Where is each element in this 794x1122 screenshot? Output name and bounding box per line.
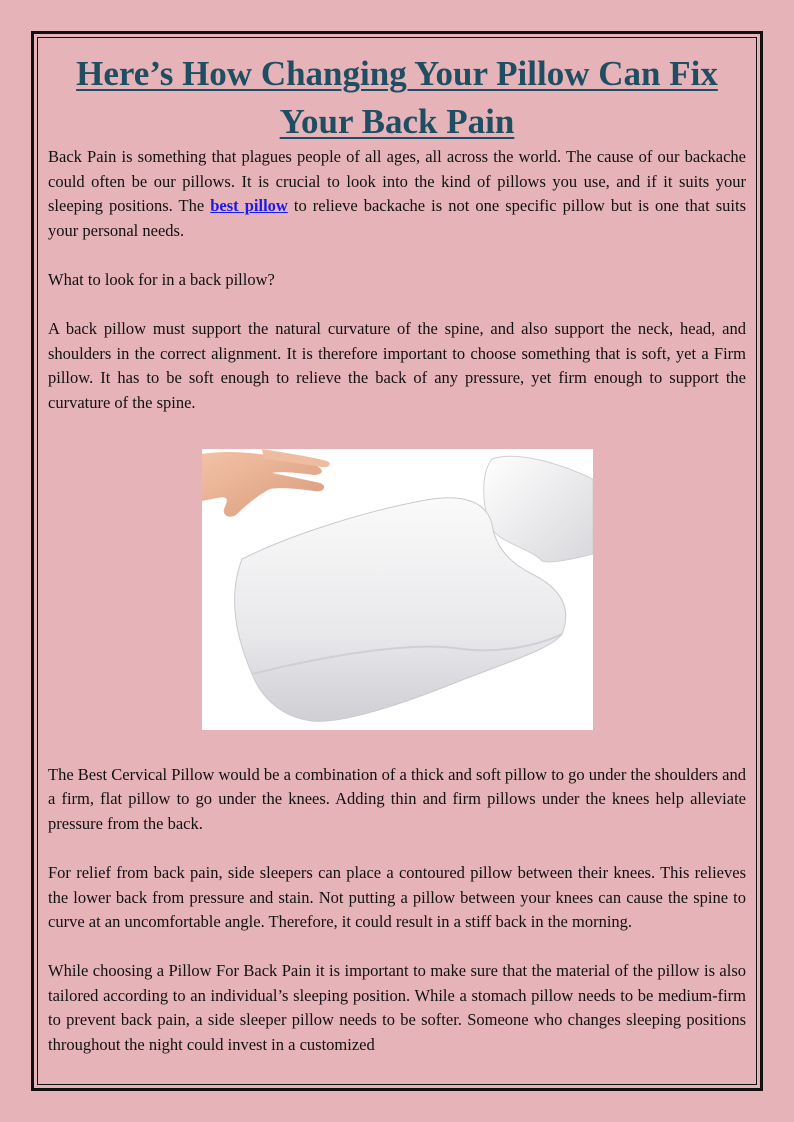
intro-text-after: to relieve backache is not one specific pillow but is one that suits your personal needs. xyxy=(48,196,747,240)
cervical-paragraph: The Best Cervical Pillow would be a combination of a thick and soft pillow to go under the shoulders and a firm, flat pillow to go under the knees. Adding thin and firm pillows under the knees help alleviate pressure from the back. xyxy=(48,764,746,833)
article xyxy=(48,50,746,1058)
side-sleepers-paragraph: For relief from back pain, side sleepers can place a contoured pillow between their knees. This relieves the lower back from pressure and stain. Not putting a pillow between your knees can cause the spine to curve at an uncomfortable angle. Therefore, it could result in a stiff back in the morning. xyxy=(48,862,746,932)
material-paragraph: While choosing a Pillow For Back Pain it is important to make sure that the material of the pillow is also tailored according to an individual’s sleeping position. While a stomach pillow needs to be medium-firm to prevent back pain, a side sleeper pillow needs to be softer. Someone who changes sleeping positions throughout the night could invest in a customized xyxy=(48,961,746,1055)
title-line-2: Your Back Pain xyxy=(279,102,515,141)
pillow-photo xyxy=(202,449,593,730)
section-question: What to look for in a back pillow? xyxy=(48,269,275,289)
support-paragraph: A back pillow must support the natural curvature of the spine, and also support the neck, head, and shoulders in the correct alignment. It is therefore important to choose something that is soft, yet a Firm pillow. It has to be soft enough to relieve the back of any pressure, yet firm enough to support the curvature of the spine. xyxy=(48,319,746,412)
intro-paragraph xyxy=(48,145,746,243)
best-pillow-link[interactable]: best pillow xyxy=(210,196,288,216)
article-title xyxy=(48,50,746,146)
title-line-1: Here’s How Changing Your Pillow Can Fix xyxy=(76,54,718,93)
pillow-image xyxy=(202,449,593,730)
intro-text-before: Back Pain is something that plagues people of all ages, all across the world. The cause of our backache could often be our pillows. It is crucial to look into the kind of pillows you use, and if it suits your sleeping positions. The xyxy=(48,147,746,216)
